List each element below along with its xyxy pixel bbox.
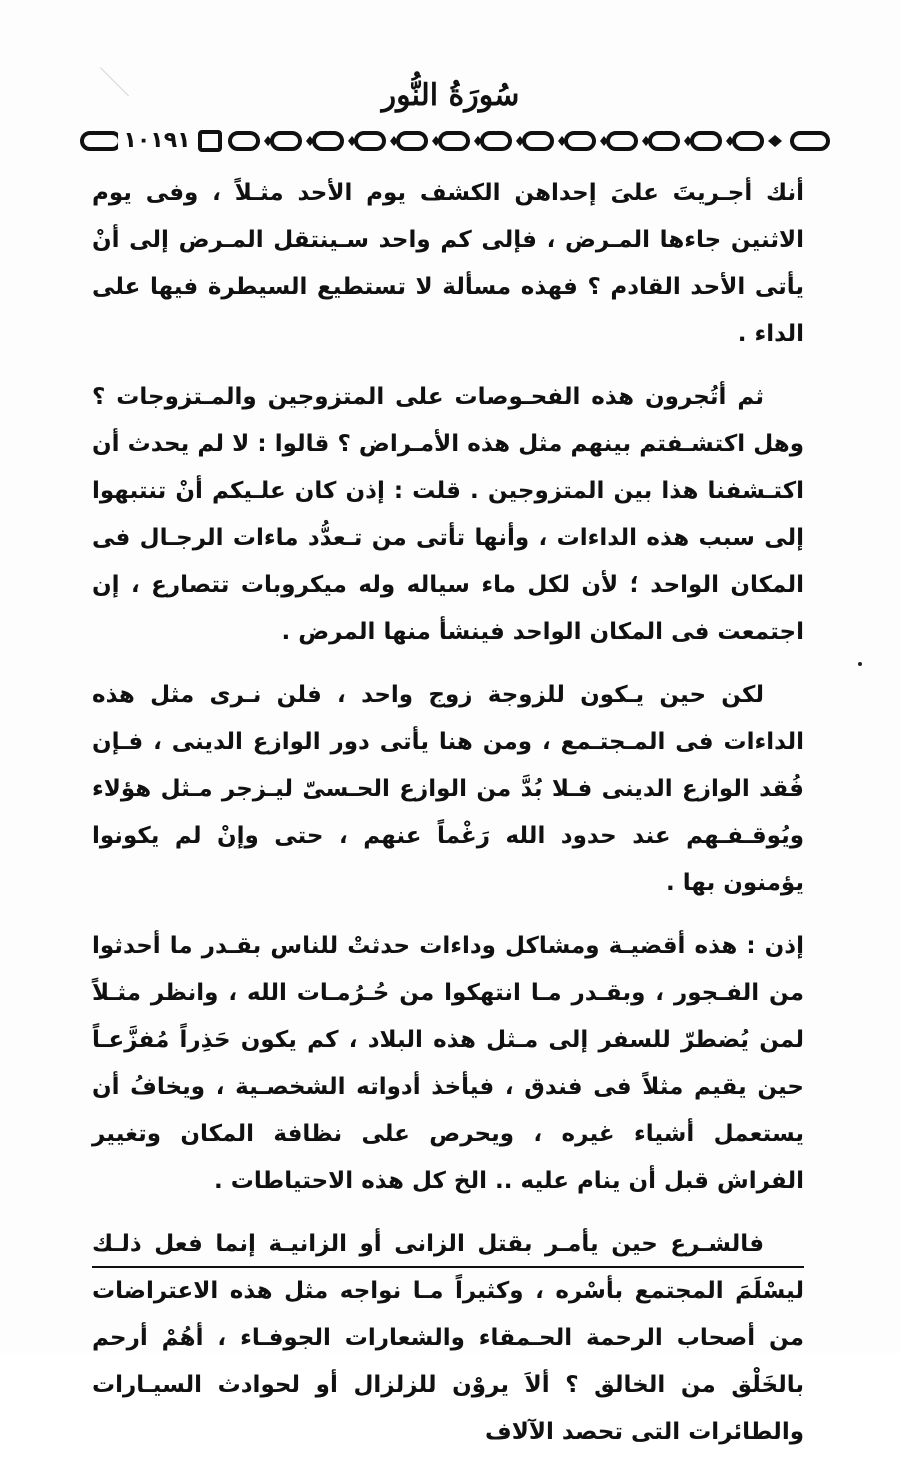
paragraph-3: لكن حين يـكون للزوجة زوج واحد ، فلن نـرى مثل هذه الداءات فى المـجتـمع ، ومن هنا يأتى دور الوازع الدينى ، فـإن فُقد الوازع الدينى فـلا بُدَّ من الوازع الحـسىّ ليـزجر مـثل هؤلاء ويُوقـفـهم عند حدود الله رَغْماً عنهم ، حتى وإنْ لم يكونوا يؤمنون بها . <box>92 682 804 896</box>
paragraph-5: فالشـرع حين يأمـر بقتل الزانى أو الزانيـة إنما فعل ذلـك ليسْلَمَ المجتمع بأسْره ، وكثيراً مـا نواجه مثل هذه الاعتراضات من أصحاب الرحمة الحـمقاء والشعارات الجوفـاء ، أهُمْ أرحم بالخَلْق من الخالق ؟ ألاَ يروْن للزلزال أو لحوادث السيـارات والطائرات التى تحصد الآلاف <box>92 1231 804 1445</box>
page-number: ١٠١٩١ <box>118 126 196 156</box>
footer-rule <box>92 1266 804 1268</box>
surah-title: سُورَةُ النُّور <box>381 78 520 113</box>
body-text <box>92 170 804 1472</box>
paragraph-4: إذن : هذه أقضيـة ومشاكل وداءات حدثتْ للناس بقـدر ما أحدثوا من الفـجور ، وبقـدر مـا انتهكوا من حُـرُمـات الله ، وانظر مثـلاً لمن يُضطرّ للسفر إلى مـثل هذه البلاد ، كم يكون حَذِراً مُفزَّعـاً حين يقيم مثلاً فى فندق ، فيأخذ أدواته الشخصـية ، ويخافُ أن يستعمل أشياء غيره ، ويحرص على نظافة المكان وتغيير الفراش قبل أن ينام عليه .. الخ كل هذه الاحتياطات . <box>92 933 804 1194</box>
margin-dot <box>858 662 862 666</box>
paragraph-2: ثم أتُجرون هذه الفحـوصات على المتزوجين والمـتزوجات ؟ وهل اكتشـفتم بينهم مثل هذه الأمـراض ؟ قالوا : لا لم يحدث أن اكتـشفنا هذا بين المتزوجين . قلت : إذن كان علـيكم أنْ تنتبهوا إلى سبب هذه الداءات ، وأنها تأتى من تـعدُّد ماءات الرجـال فى المكان الواحد ؛ لأن لكل ماء سياله وله ميكروبات تتصارع ، إن اجتمعت فى المكان الواحد فينشأ منها المرض . <box>92 384 804 645</box>
paragraph-1: أنك أجـريتَ علىَ إحداهن الكشف يوم الأحد مثـلاً ، وفى يوم الاثنين جاءها المـرض ، فإلى كم واحد سـينتقل المـرض إلى أنْ يأتى الأحد القادم ؟ فهذه مسألة لا تستطيع السيطرة فيها على الداء . <box>92 180 804 347</box>
